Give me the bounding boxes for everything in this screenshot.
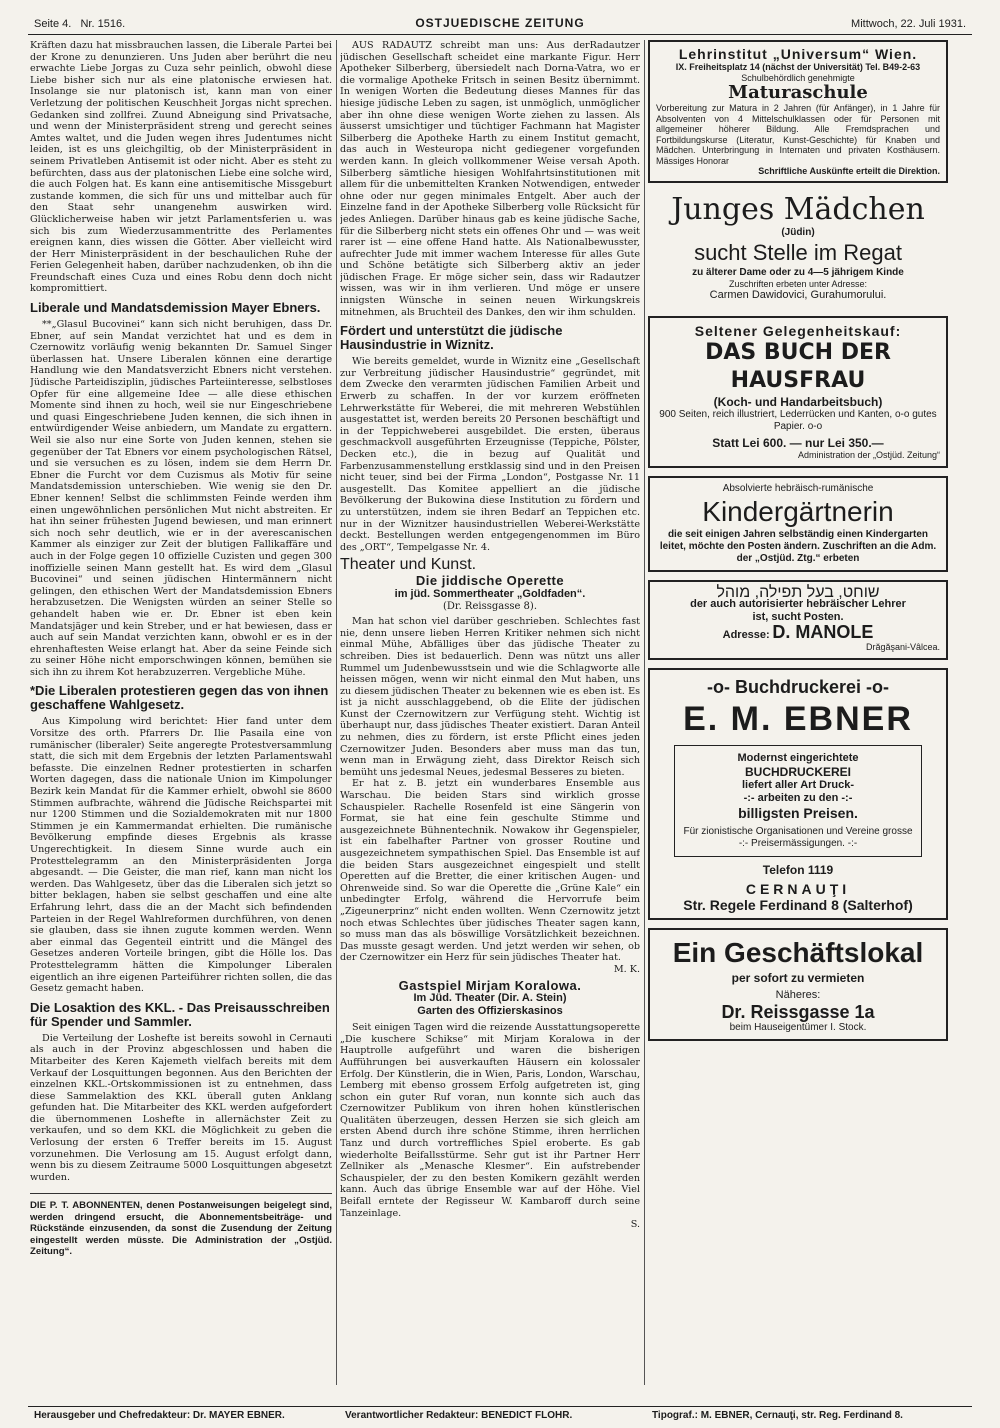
ad-box-line: billigsten Preisen. bbox=[738, 804, 858, 821]
ad-phone: Telefon 1119 bbox=[762, 862, 834, 877]
article-body: **„Glasul Bucovinei“ kann sich nicht beruhigen, dass Dr. Ebner, auf sein Mandat verzichtet hat und es dem in Czernowitz vorläufig wenig bekannten Dr. Samuel Singer überlassen hat. Unsere Liberalen können eine derartige Handlung wie den Mandatsverzicht Ebners nicht verstehen. Jüdische Parteidisziplin, jüdisches Parteiinteresse, selbstloses Opfer für eine allgemeine Idee — alle diese ethischen Momente sind ihnen zu hoch, weil sie nur Eingeschriebene und quasi Eingeschriebene Juden kennen, die sich ihnen in entwürdigender Weise anbiedern, um Mandate zu ergattern. Weil sie also nur eine Sorte von Juden kennen, stehen sie gegenüber der Tat Ebners vor einem psychologischen Rätsel, und sie versuchen es zu lösen, indem sie dem Herrn Dr. Ebner die Furcht vor dem Cuzismus als Motiv für seine Mandatsdemission unterschieben. Wie wenig sie den Dr. Ebner kennen! Selbst die schlimmsten Feinde werden ihm einen ungewöhnlichen persönlichen Mut nicht abstreiten. Er hat ihn seiner frühesten Jugend bewiesen, und man erinnert sich noch sehr deutlich, wie er in der averescanischen Kammer als einziger zur Zeit der blutigen Fallikaffäre und auch in der Folge gegen 10 offizielle Cuzisten und gegen 300 inoffizielle seinen Mann gestellt hat. Es wird dem „Glasul Bucovinei“ und seinen jüdischen Hintermännern nicht gelingen, den ethischen Wert der Mandatsdemission Ebners herabzusetzen. Die Wenigsten würden an seiner Stelle so gehandelt haben wie er. Dr. Ebner ist eben kein Mandatsjäger und kein Streber, und er hat bewiesen, dass er auch auf sein Mandat verzichten kann, obwohl er es in der ehrenhaftesten Weise erlangt hat. Aber da seine Feinde sich zu seiner Höhe nicht emporschwingen können, bemühen sie sich ihn zu ihrem Kot herabzuzerren. Vergebliche Mühe. bbox=[30, 319, 332, 678]
footer-rule bbox=[28, 1406, 972, 1407]
ad-inner-box bbox=[674, 745, 922, 857]
ad-top: -o- Buchdruckerei -o- bbox=[706, 676, 889, 697]
ad-head: DAS BUCH DER HAUSFRAU bbox=[705, 340, 891, 393]
ad-head: Junges Mädchen bbox=[671, 191, 925, 227]
article-heading: Die jiddische Operette bbox=[415, 572, 565, 588]
ad-title: Seltener Gelegenheitskauf: bbox=[694, 323, 902, 339]
article-subheading: im jüd. Sommertheater „Goldfaden“. bbox=[394, 587, 586, 600]
article-continued: Kräften dazu hat missbrauchen lassen, die Liberale Partei bei der Krone zu denunzieren. Uns Juden aber berührt die neu erwachte Liebe Jorgas zu Cuza sehr peinlich, obwohl diese Liebe bisher sich nur als eine platonische erwiesen hat. Insolange sie nur platonisch ist, kann man von einer Verletzung der politischen Keuschheit Jorgas nicht sprechen. Gedanken sind zollfrei. Zuund Abneigung sind Privatsache, und wenn der Ministerpräsident streng und gerecht seines Amtes waltet, und die Juden wegen ihres Judentumes nicht leiden, ist es uns gleichgiltig, ob der Ministerpräsident in seinem Privatleben Antisemit ist oder nicht. Aber es steht zu befürchten, dass aus der platonischen Liebe eine solche wird, die auch Folgen hat. Es kann eine antisemitische Missgeburt zustande kommen, die sich für uns und mittelbar auch für den Staat sehr unangenehm auswirken wird. Glücklicherweise haben wir jetzt Parlamentsferien u. was sich bis zum Wiederzusammentritte des Perlamentes ereignen kann, dies wissen die Götter. Aber vielleicht wird der Herr Ministerpräsident in der beschaulichen Ruhe der Ferien Gelegenheit haben, darüber nachzudenken, ob ihn die Freundschaft eines Cuza und eines Robu denn doch nicht kompromittiert. bbox=[30, 40, 332, 295]
article-heading: Liberale und Mandatsdemission Mayer Ebners. bbox=[30, 300, 321, 316]
ad-sub: (Jüdin) bbox=[781, 226, 815, 238]
ad-head: E. M. EBNER bbox=[683, 699, 913, 738]
ad-buchdruckerei bbox=[648, 668, 948, 920]
issue-date: Mittwoch, 22. Juli 1931. bbox=[851, 18, 966, 30]
ad-hebrew: שוחט, בעל תפילה, מוהל bbox=[716, 583, 880, 601]
column-ads bbox=[648, 40, 948, 1390]
ad-box-line: -:- Preisermässigungen. -:- bbox=[738, 837, 858, 849]
ad-head: Ein Geschäftslokal bbox=[672, 936, 924, 968]
ad-address-name: D. MANOLE bbox=[772, 622, 874, 643]
ad-detail: zu älterer Dame oder zu 4—5 jährigem Kinde bbox=[692, 266, 904, 278]
ad-box-line: liefert aller Art Druck- bbox=[741, 778, 855, 791]
footer-publisher: Herausgeber und Chefredakteur: Dr. MAYER EBNER. bbox=[34, 1410, 285, 1421]
header-rule bbox=[28, 34, 972, 35]
ad-title: Lehrinstitut „Universum“ Wien. bbox=[678, 46, 918, 62]
article-body: Wie bereits gemeldet, wurde in Wiznitz eine „Gesellschaft zur Verbreitung jüdischer Hausindustrie“ gegründet, mit dem Zwecke den verarmten jüdischen Familien Arbeit und Erwerb zu schaffen. In der vor kurzem eröffneten Lehrwerkstätte für Weberei, die mit mehreren Webstühlen ausgestattet ist, werden bereits 20 Personen beschäftigt und in der Teppichweberei ausgebildet. Die ersten, überaus geschmackvoll ausgeführten Erzeugnisse (Teppiche, Pölster, Decken etc.), die in bezug auf Qualität und Farbenzusammenstellung erstklassig sind und in den Preisen nicht teuer, sind bei der Firma „London“, Postgasse Nr. 11 ausgestellt. Das Komitee appelliert an die jüdische Bevölkerung der Bukowina diese Institution zu fördern und zu unterstützen, indem sie ihren Bedarf an Teppichen etc. nur in der Wiznitzer hausindustriellen Weberei-Werkstätte deckt. Bestellungen werden entgegengenommen im Büro des „ORT“, Tempelgasse Nr. 4. bbox=[340, 356, 640, 553]
article-body: AUS RADAUTZ schreibt man uns: Aus derRadautzer jüdischen Gesellschaft scheidet eine markante Figur. Herr Apotheker Silberberg, übersiedelt nach Dorna-Vatra, wo er die vormalige Apotheke Fritsch in seinen Besitz übernimmt. In wenigen Worten die Bedeutung dieses Mannes für das hiesige jüdische Leben zu sagen, ist unmöglich, unmöglicher aber ihn ohne diese wenigen Worte ziehen zu lassen. Als äusserst umsichtiger und tüchtiger Fachmann hat Magister Silberberg die Apotheke Harth zu einem Institut gemacht, das auch in Westeuropa nicht gediegener vorgefunden werden kann. In gleich vollkommener Weise versah Apoth. Silberberg sämtliche hiesigen Wohlfahrtsinstitutionen mit allem für die unbemittelten Kranken Notwendigen, entweder ohne oder nur gegen minimales Entgelt. Aber auch der Einzelne fand in der Apotheke Silberberg volle Rücksicht für jedes Anliegen. Darüber hinaus gab es keine jüdische Sache, für die Silberberg nicht stets ein offenes Ohr und — was weit rarer ist — eine offene Hand hatte. Als Nationalbewusster, aufrechter Jude mit immer wachem Interesse für alles Gute und Schöne betätigte sich Silberberg aktiv an jeder jüdischen Frage. Er möge sicher sein, dass wir Radautzer wissen, was wir in ihm verlieren. Und möge er unsere innigsten Wünsche in seinen neuen Wirkungskreis mitnehmen, als Bruchteil des Dankes, den wir ihm schulden. bbox=[340, 40, 640, 318]
ad-head: Kindergärtnerin bbox=[702, 495, 894, 527]
column-left bbox=[30, 40, 332, 1380]
column-divider bbox=[336, 40, 337, 1385]
ad-close: Schriftliche Auskünfte erteilt die Direktion. bbox=[758, 166, 940, 176]
ad-kindergaertnerin bbox=[648, 476, 948, 572]
ad-box-line: Für zionistische Organisationen und Vereine grosse bbox=[683, 825, 913, 837]
article-body: Seit einigen Tagen wird die reizende Ausstattungsoperette „Die kuschere Schikse“ mit Mirjam Koralowa in der Hauptrolle aufgeführt und waren die bisherigen Aufführungen bei ausverkauften Häusern ein kolossaler Erfolg. Der Künstlerin, die in Wien, Paris, London, Warschau, Lemberg mit ebenso grossem Erfolg aufgetreten ist, ging schon ein guter Ruf voran, nun konnte sich auch das Czernowitzer Publikum von ihren hohen künstlerischen Qualitäten überzeugen, dessen Herzen sie sich gleich am ersten Abend durch ihre schöne Stimme, ihren herrlichen Tanz und durch vortreffliches Spiel eroberte. Es gab wiederholte Beifallsstürme. Sehr gut ist ihr Partner Herr Zellniker als „Menasche Klesmer“. Ein aufstrebender Schauspieler, der zu den besten Komikern gezählt werden kann. Auch das übrige Ensemble war auf der Höhe. Viel Beifall erntete der Regisseur W. Kambaroff durch seine Tanzeinlage. bbox=[340, 1022, 640, 1219]
ad-price: Statt Lei 600. — nur Lei 350.— bbox=[712, 436, 884, 450]
ad-reply: Zuschriften erbeten unter Adresse: bbox=[728, 278, 868, 289]
ad-sub: Schulbehördlich genehmigte bbox=[741, 72, 855, 83]
ad-line: ist, sucht Posten. bbox=[752, 611, 844, 624]
article-subheading: Im Jüd. Theater (Dir. A. Stein) bbox=[413, 992, 567, 1005]
section-heading: Theater und Kunst. bbox=[340, 556, 477, 574]
ad-sub: (Koch- und Handarbeitsbuch) bbox=[713, 395, 883, 409]
article-subheading: Garten des Offizierskasinos bbox=[417, 1005, 563, 1018]
ad-info: Näheres: bbox=[775, 988, 821, 1001]
author-signature: M. K. bbox=[613, 963, 640, 975]
ad-box-line: BUCHDRUCKEREI bbox=[744, 764, 851, 779]
ad-head: Maturaschule bbox=[728, 82, 868, 103]
ad-body: die seit einigen Jahren selbständig einen Kindergarten leitet, möchte den Posten ändern. Zuschriften an die Adm. der „Ostjüd. Ztg.“ erbeten bbox=[659, 528, 937, 564]
ad-city: CERNAUŢI bbox=[745, 880, 851, 897]
ad-address: Dr. Reissgasse 1a bbox=[721, 1001, 875, 1022]
ad-buch-der-hausfrau bbox=[648, 316, 948, 468]
ad-box-line: Modernst eingerichtete bbox=[737, 751, 859, 764]
ad-body: 900 Seiten, reich illustriert, Lederrücken und Kanten, o-o gutes Papier. o-o bbox=[659, 409, 937, 432]
page-header bbox=[28, 14, 972, 36]
page-number: Seite 4. Nr. 1516. bbox=[34, 18, 126, 30]
article-heading: Gastspiel Mirjam Koralowa. bbox=[398, 977, 582, 993]
author-signature: S. bbox=[630, 1219, 640, 1231]
article-body: Er hat z. B. jetzt ein wunderbares Ensemble aus Warschau. Die beiden Stars sind wirklich grosse Schauspieler. Rachelle Rosenfeld ist eine Sängerin von Format, sie hat eine fein geschulte Stimme und ausgezeichnete Bühnentechnik. Nowakow ihr Gegenspieler, ist ein fabelhafter Partner von grosser Routine und ausgezeichnetem sympathischen Spiel. Das Ensemble ist auf die beiden Stars ausgezeichnet eingespielt und stellt Operetten auf die Bretter, die einer kritischen Augen- und Ohrenweide sind. So war die Operette die „Grüne Kale“ ein unbedingter Erfolg, während die Hervorrufe beim „Zigeunerprinz“ nicht enden wollten. Wenn Czernowitz jetzt noch etwas Schlechtes über jüdisches Theater sagen kann, so muss man das als böswillige Vorsätzlichkeit bezeichnen. Das musste gesagt werden. Und jetzt werden wir sehen, ob der Czernowitzer ein Herz für sein jüdisches Theater hat. bbox=[340, 778, 640, 964]
ad-body: Vorbereitung zur Matura in 2 Jahren (für Anfänger), in 1 Jahre für Absolventen von 4 Mittelschulklassen oder für Personen mit allgemeiner höherer Bildung. Alle Fremdsprachen und Fortbildungskurse (Literatur, Kunst-Geschichte) für Knaben und Mädchen. Unterbringung in Internaten und privaten Kosthäusern. Mässiges Honorar bbox=[656, 103, 940, 166]
article-heading: Fördert und unterstützt die jüdische Hausindustrie in Wiznitz. bbox=[340, 323, 563, 353]
column-middle bbox=[340, 40, 640, 1380]
article-heading: *Die Liberalen protestieren gegen das von ihnen geschaffene Wahlgesetz. bbox=[30, 683, 329, 713]
ad-owner: beim Hauseigentümer I. Stock. bbox=[729, 1021, 867, 1033]
footer-printer: Tipograf.: M. EBNER, Cernauţi, str. Reg. Ferdinand 8. bbox=[652, 1410, 903, 1421]
ad-manole bbox=[648, 580, 948, 660]
newspaper-title: OSTJUEDISCHE ZEITUNG bbox=[415, 16, 585, 30]
ad-universum bbox=[648, 40, 948, 183]
ad-box-line: -:- arbeiten zu den -:- bbox=[743, 791, 853, 804]
article-body: Die Verteilung der Loshefte ist bereits sowohl in Cernauti als auch in der Provinz abgeschlossen und haben die Mitarbeiter des Keren Kajemeth vielfach bereits mit dem Verkauf der Losquittungen begonnen. Aus den Berichten der einzelnen KKL.-Ortskommissionen ist zu entnehmen, dass diese Sammelaktion des KKL überall guten Anklang gefunden hat. Die Mitarbeiter des KKL werden aufgefordert die übernommenen Loshefte in allernächster Zeit zu verkaufen, und so dem KKL die Möglichkeit zu geben die Verlosung der ersten 6 Treffer bereits im 15. August vorzunehmen. Die Verlosung am 15. August erfolgt dann, wenn bis zu diesem Zeitraume 5000 Losquittungen abgesetzt wurden. bbox=[30, 1032, 332, 1183]
ad-address-label: Adresse: bbox=[722, 629, 770, 642]
subscriber-notice: DIE P. T. ABONNENTEN, denen Postanweisungen beigelegt sind, werden dringend ersucht, die Abonnementsbeiträge- und Rückstände einzusenden, da sonst die Zusendung der Zeitung eingestellt werden müsste. Die Administration der „Ostjüd. Zeitung“. bbox=[30, 1193, 332, 1258]
ad-line: sucht Stelle im Regat bbox=[694, 239, 902, 265]
ad-geschaeftslokal bbox=[648, 928, 948, 1041]
footer-editor: Verantwortlicher Redakteur: BENEDICT FLOHR. bbox=[345, 1410, 573, 1421]
column-divider bbox=[644, 40, 645, 1385]
article-heading: Die Losaktion des KKL. - Das Preisausschreiben für Spender und Sammler. bbox=[30, 999, 330, 1029]
article-note: (Dr. Reissgasse 8). bbox=[442, 600, 538, 612]
article-body: Man hat schon viel darüber geschrieben. Schlechtes fast nie, denn unsere lieben Herren Kritiker nehmen sich nicht einmal Mühe, Abfälliges über das jüdische Theater zu schreiben. Dies ist bedauerlich. Denn was nützt uns aller Rummel um Judenbewusstsein und wie die Schlagworte alle heissen mögen, wenn wir nicht einmal den Mut haben, uns zu diesem jüdischen Theater zu bekennen wie es eben ist. Es ist ja nicht ausschlaggebend, ob die Elite der jüdischen Kunst der Czernowitzern zur Verfügung steht. Wichtig ist überhaupt nur, dass jüdisches Theater existiert. Daran Anteil zu nehmen, dies zu fördern, ist erste Pflicht eines jeden Czernowitzer Juden. Besonders aber muss man das tun, wenn man in Erwägung zieht, dass Direktor Reisch sich bemüht uns jedesmal Neues, jedesmal Besseres zu bieten. bbox=[340, 616, 640, 778]
ad-top: Absolvierte hebräisch-rumänische bbox=[722, 482, 874, 494]
ad-street: Str. Regele Ferdinand 8 (Salterhof) bbox=[683, 896, 913, 913]
ad-address: IX. Freiheitsplatz 14 (nächst der Universität) Tel. B49-2-63 bbox=[675, 62, 921, 72]
ad-admin: Administration der „Ostjüd. Zeitung“ bbox=[797, 450, 940, 460]
ad-sub: per sofort zu vermieten bbox=[731, 970, 865, 985]
ad-line: der auch autorisierter hebräischer Lehrer bbox=[690, 598, 906, 611]
ad-name: Carmen Dawidovici, Gurahumorului. bbox=[709, 289, 887, 301]
article-body: Aus Kimpolung wird berichtet: Hier fand unter dem Vorsitze des orth. Pfarrers Dr. Ilie Pasaila eine von rumänischer (liberaler) Seite angeregte Protestversammlung statt, die sich mit dem Ergebnis der letzten Parlamentswahl befasste. Die einzelnen Redner protestierten in scharfen Worten dagegen, dass die nationale Union im Kimpolunger Bezirk kein Mandat für die Kammer erhielt, obwohl sie 8600 Stimmen aufbrachte, während die Jüdische Reichspartei mit nur 1200 Stimmen und die Sozialdemokraten mit nur 1800 Stimmen je ein Kammermandat erhielten. Die rumänische Bevölkerung empfinde dieses Ergebnis als krasse Ungerechtigkeit. In diesem Sinne wurde auch ein Protesttelegramm an den Ministerpräsidenten Jorga abgesandt. — Die Geister, die man rief, kann man nicht los werden. Das Wahlgesetz, über das die Liberalen sich jetzt so bitter beklagen, haben sie selbst geschaffen und eine alte Erfahrung lehrt, dass die an der Macht sich befindenden Parteien in der Regel Wahlreformen durchführen, von denen sie glauben, dass sie ihnen zugute kommen werden. Wenn aber einmal das Gegenteil eintritt und die Mängel des Gesetzes anderen Vorteile bringen, gibt die Hölle los. Das Protesttelegramm hätten die Kimpolunger Liberalen eigentlich an ihre eigenen Parteiführer richten sollen, die das Gesetz gemacht haben. bbox=[30, 716, 332, 995]
ad-address bbox=[656, 622, 940, 643]
ad-junges-maedchen bbox=[648, 193, 948, 303]
ad-address-place: Drăgăşani-Vâlcea. bbox=[865, 642, 940, 653]
